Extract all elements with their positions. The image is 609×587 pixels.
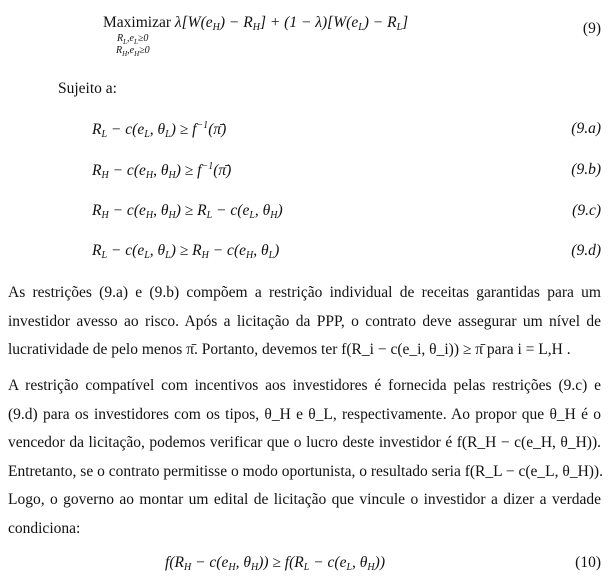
maximize-operator: Maximizar — [103, 14, 172, 31]
paragraph-1-line-2: investidor avesso ao risco. Após a licitação da PPP, o contrato deve assegurar um nível de — [8, 312, 601, 330]
equation-number-9d: (9.d) — [571, 242, 601, 259]
paragraph-2-line-3: vencedor da licitação, podemos verificar que o lucro deste investidor é f(R_H − c(e_H, θ_H)). — [8, 434, 601, 452]
paragraph-1 — [8, 279, 601, 365]
paragraph-2-line-2: (9.d) para os investidores com os tipos, θ_H e θ_L, respectivamente. Ao propor que θ_H é o — [8, 405, 601, 423]
paragraph-2 — [8, 372, 601, 544]
paragraph-2-line-1: A restrição compatível com incentivos aos investidores é fornecida pelas restrições (9.c) e — [8, 377, 601, 394]
paragraph-2-line-6: condiciona: — [8, 519, 81, 537]
equation-number-9: (9) — [582, 20, 601, 37]
subject-to-label: Sujeito a: — [58, 80, 117, 97]
objective-body: $\lambda[W(e_H) - R_H] + (1 - \lambda)[W(e_L) - R_L]$ — [174, 14, 409, 33]
equation-number-9c: (9.c) — [572, 202, 601, 219]
equation-number-9b: (9.b) — [571, 161, 601, 178]
equation-number-9a: (9.a) — [571, 120, 601, 137]
paragraph-2-line-5: Logo, o governo ao montar um edital de licitação que vincule o investidor a dizer a verdade — [8, 491, 601, 509]
maximize-subscript-1: $R_L,e_L\ge 0$ — [117, 33, 149, 46]
paragraph-1-line-3: lucratividade de pelo menos π̄. Portanto, devemos ter f(R_i − c(e_i, θ_i)) ≥ π̄ para i = L,H . — [8, 341, 571, 359]
maximize-subscript-2: $R_H,e_H\ge 0$ — [116, 45, 150, 58]
paragraph-2-line-4: Entretanto, se o contrato permitisse o modo oportunista, o resultado seria f(R_L − c(e_L, θ_H)). — [8, 462, 603, 480]
equation-number-10: (10) — [575, 554, 601, 571]
paragraph-1-line-1: As restrições (9.a) e (9.b) compõem a restrição individual de receitas garantidas para um — [8, 284, 601, 301]
